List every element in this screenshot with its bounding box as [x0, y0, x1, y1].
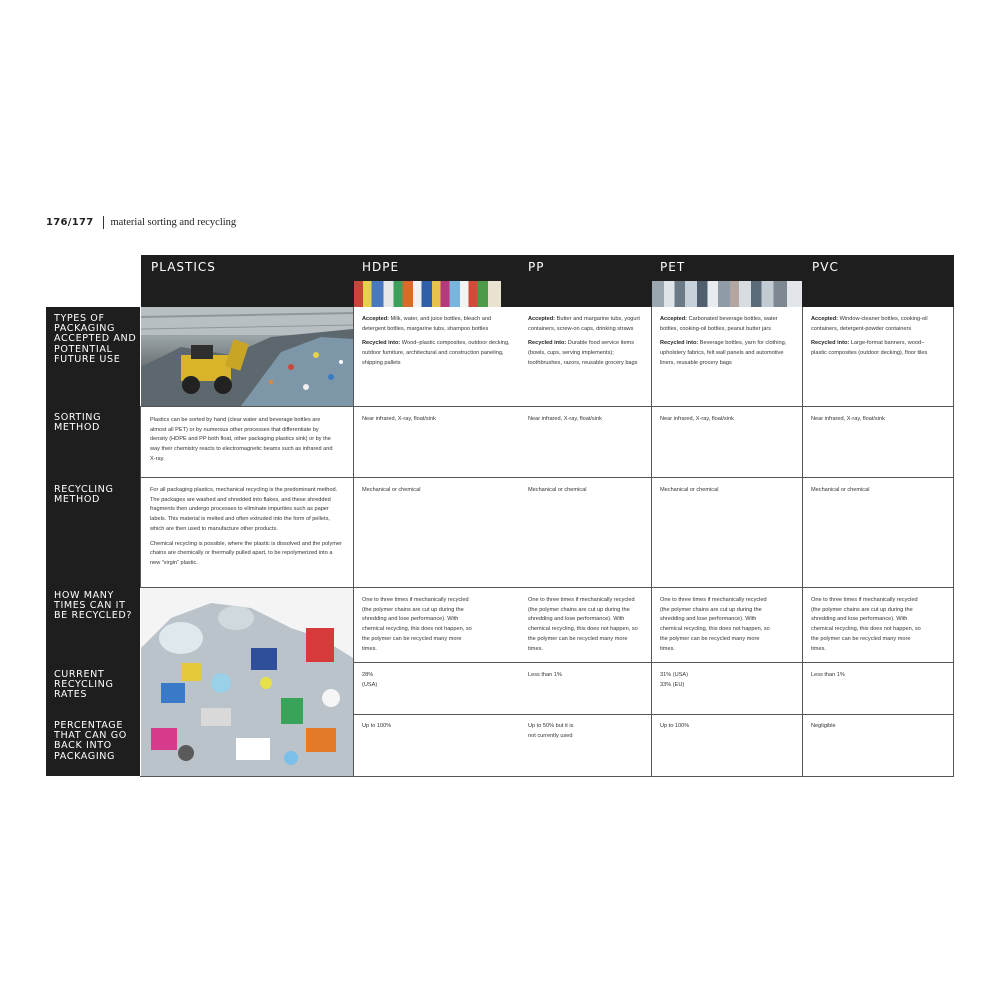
- row-label-times: HOW MANY TIMES CAN IT BE RECYCLED?: [54, 590, 133, 622]
- types-pet-cell: Accepted: Carbonated beverage bottles, water bottles, cooking-oil bottles, peanut butter jars Recycled into: Beverage bottles, yarn for clothing, upholstery fabrics, felt wall panels and automotive liners, reusable grocery bags: [660, 316, 787, 366]
- percentage-pet-cell: Up to 100%: [660, 723, 690, 729]
- rates-pp-cell: Less than 1%: [528, 672, 562, 678]
- sorting-plastics-cell: Plastics can be sorted by hand (clear water and beverage bottles are almost all PET) or by numerous other processes that differentiate by density (HDPE and PP both float, other packaging plastics sink) or by the way their chemistry reacts to electromagnetic beams such as infrared and X-ray.: [150, 417, 333, 462]
- recycling-hdpe-cell: Mechanical or chemical: [362, 487, 421, 493]
- times-pet-cell: One to three times if mechanically recycled (the polymer chains are cut up during the shredding and lose performance). With chemical recycling, this does not happen, so the polymer can be recycled many more times.: [660, 597, 770, 652]
- row-label-percentage: PERCENTAGE THAT CAN GO BACK INTO PACKAGING: [54, 720, 127, 762]
- sorting-pet-cell: Near infrared, X-ray, float/sink: [660, 416, 734, 422]
- row-label-rates: CURRENT RECYCLING RATES: [54, 669, 114, 701]
- recycling-pp-cell: Mechanical or chemical: [528, 487, 587, 493]
- column-pvc: PVC: [812, 260, 839, 274]
- column-pet: PET: [660, 260, 686, 274]
- rates-hdpe-cell: 28% (USA): [362, 672, 378, 688]
- column-plastics: PLASTICS: [151, 260, 216, 274]
- times-pp-cell: One to three times if mechanically recycled (the polymer chains are cut up during the shredding and lose performance). With chemical recycling, this does not happen, so the polymer can be recycled many more times.: [528, 597, 638, 652]
- pet-image-strip: [652, 281, 802, 307]
- times-hdpe-cell: One to three times if mechanically recycled (the polymer chains are cut up during the shredding and lose performance). With chemical recycling, this does not happen, so the polymer can be recycled many more times.: [362, 597, 472, 652]
- bulldozer-photo-art: [141, 307, 353, 406]
- sorting-pp-cell: Near infrared, X-ray, float/sink: [528, 416, 602, 422]
- rates-pet-cell: 31% (USA) 33% (EU): [660, 672, 688, 688]
- sorting-hdpe-cell: Near infrared, X-ray, float/sink: [362, 416, 436, 422]
- row-label-column: [46, 307, 140, 776]
- page-numbers: 176/177: [46, 217, 94, 228]
- sorting-pvc-cell: Near infrared, X-ray, float/sink: [811, 416, 885, 422]
- recycling-pet-cell: Mechanical or chemical: [660, 487, 719, 493]
- times-pvc-cell: One to three times if mechanically recycled (the polymer chains are cut up during the shredding and lose performance). With chemical recycling, this does not happen, so the polymer can be recycled many more times.: [811, 597, 921, 652]
- section-title: material sorting and recycling: [110, 217, 237, 228]
- row-label-recycling: RECYCLING METHOD: [54, 484, 114, 506]
- types-pp-cell: Accepted: Butter and margarine tubs, yogurt containers, screw-on caps, drinking straws Recycled into: Durable food service items (bowls, cups, serving implements); toothbrushes, razors, reusable grocery bags: [528, 316, 640, 366]
- percentage-pvc-cell: Negligible: [811, 723, 836, 729]
- percentage-pp-cell: Up to 50% but it is not currently used: [528, 723, 574, 739]
- plastic-waste-pile-photo: [141, 588, 353, 776]
- rates-pvc-cell: Less than 1%: [811, 672, 845, 678]
- column-pp: PP: [528, 260, 545, 274]
- row-label-types: TYPES OF PACKAGING ACCEPTED AND POTENTIAL FUTURE USE: [54, 313, 137, 365]
- column-hdpe: HDPE: [362, 260, 400, 274]
- types-pvc-cell: Accepted: Window-cleaner bottles, cooking-oil containers, detergent-powder containers Recycled into: Large-format banners, wood–plastic composites (outdoor decking), floor tiles: [811, 316, 928, 357]
- recycling-pvc-cell: Mechanical or chemical: [811, 487, 870, 493]
- percentage-hdpe-cell: Up to 100%: [362, 723, 392, 729]
- hdpe-image-strip: [354, 281, 501, 307]
- recycling-plastics-cell: For all packaging plastics, mechanical recycling is the predominant method. The packages are washed and shredded into flakes, and these shredded fragments then undergo processes to eliminate impurities such as paper labels. This material is melted and often extruded into the form of pellets, which are then used to manufacture other products. Chemical recycling is possible, where the plastic is dissolved and the polymer chains are chemically or thermally pulled apart, to be repolymerized into a new “virgin” plastic.: [150, 487, 342, 566]
- bulldozer-recycling-photo: [141, 307, 353, 406]
- row-label-sorting: SORTING METHOD: [54, 412, 102, 434]
- types-hdpe-cell: Accepted: Milk, water, and juice bottles, bleach and detergent bottles, margarine tubs, shampoo bottles Recycled into: Wood–plastic composites, outdoor decking, outdoor furniture, architectural and construction paneling, shipping pallets: [362, 316, 510, 366]
- waste-pile-art: [141, 588, 353, 776]
